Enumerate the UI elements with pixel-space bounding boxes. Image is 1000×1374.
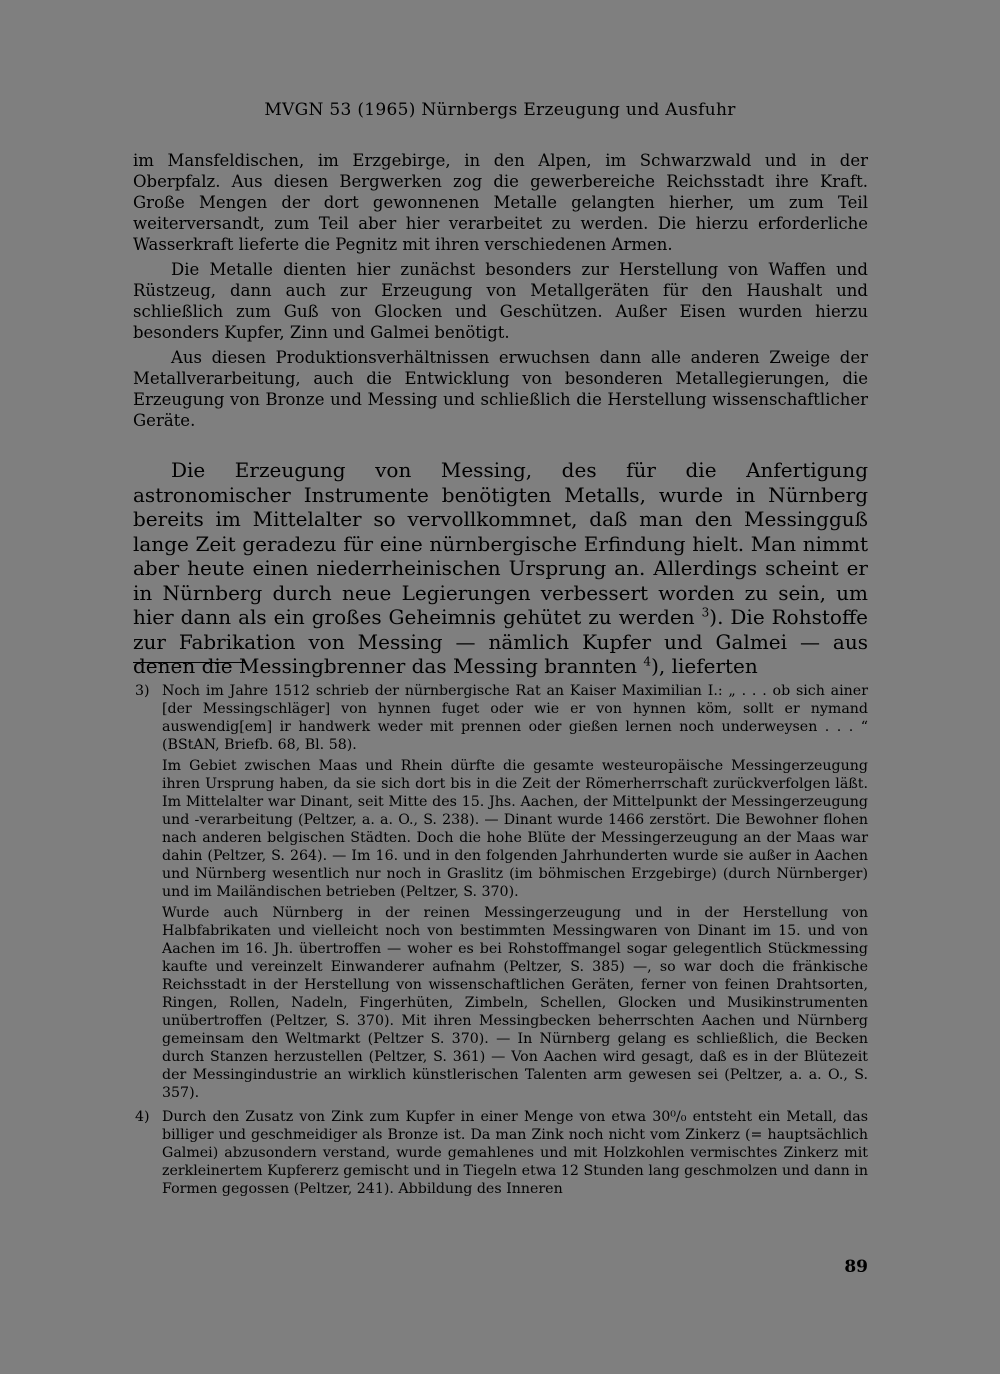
footnote-4-body [162, 1108, 868, 1201]
footnote-divider [133, 662, 245, 663]
main-paragraph [133, 458, 868, 679]
footnote-ref-4[interactable]: 4 [643, 654, 652, 669]
footnotes-section [135, 682, 868, 1204]
intro-paragraph-2: Die Metalle dienten hier zunächst besonders zur Herstellung von Waffen und Rüstzeug, dann auch zur Erzeugung von Metallgeräten für den Haushalt und schließlich zum Guß von Glocken und Geschützen. Außer Eisen wurden hierzu besonders Kupfer, Zinn und Galmei benötigt. [133, 260, 868, 342]
running-head: MVGN 53 (1965) Nürnbergs Erzeugung und Ausfuhr [264, 100, 736, 120]
intro-section [133, 150, 868, 435]
footnote-3-body [162, 682, 868, 1105]
intro-paragraph-1: im Mansfeldischen, im Erzgebirge, in den Alpen, im Schwarzwald und in der Oberpfalz. Aus diesen Bergwerken zog die gewerbereiche Reichsstadt ihre Kraft. Große Mengen der dort gewonnenen Metalle gelangten hierher, um zum Teil weiterversandt, zum Teil aber hier verarbeitet zu werden. Die hierzu erforderliche Wasserkraft lieferte die Pegnitz mit ihren verschiedenen Armen. [133, 151, 868, 254]
footnote-3-mark: 3) [135, 683, 150, 699]
main-text-part-a: Die Erzeugung von Messing, des für die Anfertigung astronomischer Instrumente benötigten Metalls, wurde in Nürnberg bereits im Mittelalter so vervollkommnet, daß man den Messingguß lange Zeit geradezu für eine nürnbergische Erfindung hielt. Man nimmt aber heute einen niederrheinischen Ursprung an. Allerdings scheint er in Nürnberg durch neue Legierungen verbessert worden zu sein, um hier dann als ein großes Geheimnis gehütet zu werden [133, 458, 868, 629]
footnote-ref-3[interactable]: 3 [701, 605, 710, 620]
page-number: 89 [844, 1257, 868, 1277]
main-text-part-b: ). Die Rohstoffe zur Fabrikation von Messing — nämlich Kupfer und Galmei — aus denen die Messingbrenner das Messing brannten [133, 605, 868, 678]
main-text-part-c: ), lieferten [651, 654, 758, 678]
intro-paragraph-3: Aus diesen Produktionsverhältnissen erwuchsen dann alle anderen Zweige der Metallverarbeitung, auch die Entwicklung von besonderen Metallegierungen, die Erzeugung von Bronze und Messing und schließlich die Herstellung wissenschaftlicher Geräte. [133, 348, 868, 430]
main-section [133, 458, 868, 679]
footnote-4-paragraph-1: Durch den Zusatz von Zink zum Kupfer in einer Menge von etwa 30⁰/₀ entsteht ein Metall, das billiger und geschmeidiger als Bronze ist. Da man Zink noch nicht vom Zinkerz (= hauptsächlich Galmei) abzusondern verstand, wurde gemahlenes und mit Holzkohlen vermischtes Zinkerz mit zerkleinertem Kupfererz gemischt und in Tiegeln etwa 12 Stunden lang geschmolzen und dann in Formen gegossen (Peltzer, 241). Abbildung des Inneren [162, 1109, 868, 1197]
footnote-3-paragraph-3: Wurde auch Nürnberg in der reinen Messingerzeugung und in der Herstellung von Halbfabrikaten und vielleicht noch von bestimmten Messingwaren von Dinant im 15. und von Aachen im 16. Jh. übertroffen — woher es bei Rohstoffmangel sogar gelegentlich Stückmessing kaufte und vereinzelt Einwanderer aufnahm (Peltzer, S. 385) —, so war doch die fränkische Reichsstadt in der Herstellung von wissenschaftlichen Geräten, ferner von feinen Drahtsorten, Ringen, Rollen, Nadeln, Fingerhüten, Zimbeln, Schellen, Glocken und Musikinstrumenten unübertroffen (Peltzer, S. 370). Mit ihren Messingbecken beherrschten Aachen und Nürnberg gemeinsam den Weltmarkt (Peltzer S. 370). — In Nürnberg gelang es schließlich, die Becken durch Stanzen herzustellen (Peltzer, S. 361) — Von Aachen wird gesagt, daß es in der Blütezeit der Messingindustrie an wirklich künstlerischen Talenten arm gewesen sei (Peltzer, a. a. O., S. 357). [162, 905, 868, 1101]
footnote-4 [135, 1108, 868, 1201]
footnote-3-paragraph-1: Noch im Jahre 1512 schrieb der nürnbergische Rat an Kaiser Maximilian I.: „ . . . ob sich ainer [der Messingschläger] von hynnen fuget oder wie er von hynnen köm, sollt er nymand auswendig[em] ir handwerk weder mit prennen oder gießen lernen noch underweysen . . . “ (BStAN, Briefb. 68, Bl. 58). [162, 683, 868, 753]
footnote-3 [135, 682, 868, 1105]
footnote-3-paragraph-2: Im Gebiet zwischen Maas und Rhein dürfte die gesamte westeuropäische Messingerzeugung ihren Ursprung haben, da sie sich dort bis in die Zeit der Römerherrschaft zurückverfolgen läßt. Im Mittelalter war Dinant, seit Mitte des 15. Jhs. Aachen, der Mittelpunkt der Messingerzeugung und -verarbeitung (Peltzer, a. a. O., S. 238). — Dinant wurde 1466 zerstört. Die Bewohner flohen nach anderen belgischen Städten. Doch die hohe Blüte der Messingerzeugung an der Maas war dahin (Peltzer, S. 264). — Im 16. und in den folgenden Jahrhunderten wurde sie außer in Aachen und Nürnberg wesentlich nur noch in Graslitz (im böhmischen Erzgebirge) (durch Nürnberger) und im Mailändischen betrieben (Peltzer, S. 370). [162, 758, 868, 900]
footnote-4-mark: 4) [135, 1109, 150, 1125]
